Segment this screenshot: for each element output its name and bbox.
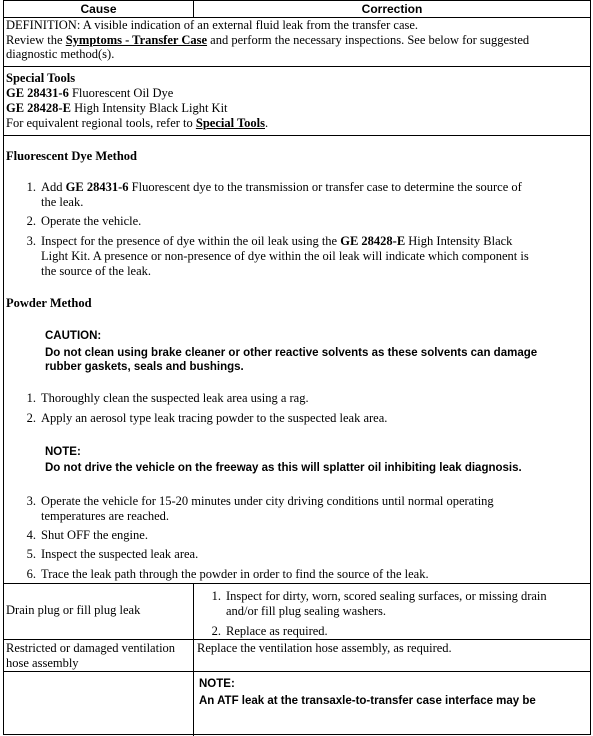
drain-step-1-cont: and/or fill plug sealing washers. [226, 604, 387, 618]
review-line [6, 33, 529, 47]
dye-step-2-num: 2. [26, 214, 36, 228]
special-tools-heading: Special Tools [6, 71, 76, 85]
powder-method-heading: Powder Method [6, 296, 92, 310]
dye-step-3-code: GE 28428-E [340, 234, 406, 248]
dye-step-1-cont: the leak. [41, 195, 84, 209]
dye-step-1-code: GE 28431-6 [65, 180, 129, 194]
header-correction: Correction [361, 2, 423, 16]
powder-step-6-num: 6. [26, 567, 36, 581]
powder-step-2: Apply an aerosol type leak tracing powder to the suspected leak area. [41, 411, 388, 425]
special-tools-link[interactable]: Special Tools [195, 116, 265, 130]
powder-step-4: Shut OFF the engine. [41, 528, 148, 542]
column-divider [193, 583, 194, 736]
dye-step-3-pre: Inspect for the presence of dye within the oil leak using the [41, 234, 341, 248]
powder-step-6: Trace the leak path through the powder in order to find the source of the leak. [41, 567, 429, 581]
definition-line: DEFINITION: A visible indication of an external fluid leak from the transfer case. [6, 18, 419, 32]
caution-label: CAUTION: [45, 330, 102, 342]
dye-step-3-cont: Light Kit. A presence or non-presence of dye within the oil leak will indicate which component is [41, 249, 529, 263]
tool-1-code: GE 28431-6 [6, 86, 69, 100]
tool-1 [6, 86, 173, 100]
tool-2 [6, 101, 228, 115]
powder-step-3-num: 3. [26, 494, 36, 508]
dye-step-3-num: 3. [26, 234, 36, 248]
dye-step-3-post: High Intensity Black [405, 234, 513, 248]
dye-step-3-cont2: the source of the leak. [41, 264, 152, 278]
diagnostic-table [3, 0, 591, 735]
correction-ventilation: Replace the ventilation hose assembly, as required. [197, 641, 452, 655]
dye-step-1-pre: Add [41, 180, 66, 194]
divider [4, 135, 590, 136]
review-pre: Review the [6, 33, 66, 47]
tool-1-name: Fluorescent Oil Dye [68, 86, 174, 100]
caution-text-cont: rubber gaskets, seals and bushings. [45, 361, 244, 373]
drain-step-2: Replace as required. [226, 624, 328, 638]
cause-ventilation-cont: hose assembly [6, 656, 79, 670]
symptoms-link[interactable]: Symptoms - Transfer Case [65, 33, 208, 47]
equiv-post: . [265, 116, 269, 130]
note-label-2: NOTE: [199, 678, 235, 690]
dye-step-1-num: 1. [26, 180, 36, 194]
dye-step-1-post: Fluorescent dye to the transmission or transfer case to determine the source of [128, 180, 522, 194]
divider [4, 639, 590, 640]
caution-text: Do not clean using brake cleaner or other reactive solvents as these solvents can damage [45, 347, 538, 359]
dye-step-1 [41, 180, 522, 194]
powder-step-4-num: 4. [26, 528, 36, 542]
dye-step-3 [41, 234, 512, 248]
divider [4, 66, 590, 67]
equivalent-tools-line [6, 116, 268, 130]
powder-step-3: Operate the vehicle for 15-20 minutes under city driving conditions until normal operating [41, 494, 494, 508]
powder-step-5-num: 5. [26, 547, 36, 561]
drain-step-1: Inspect for dirty, worn, scored sealing surfaces, or missing drain [226, 589, 547, 603]
powder-step-3-cont: temperatures are reached. [41, 509, 170, 523]
cause-ventilation: Restricted or damaged ventilation [6, 641, 176, 655]
divider [4, 583, 590, 584]
note-text-2: An ATF leak at the transaxle-to-transfer case interface may be [199, 695, 536, 707]
review-post: and perform the necessary inspections. See below for suggested [207, 33, 530, 47]
powder-step-1-num: 1. [26, 391, 36, 405]
powder-step-1: Thoroughly clean the suspected leak area using a rag. [41, 391, 309, 405]
divider [4, 671, 590, 672]
tool-2-name: High Intensity Black Light Kit [70, 101, 228, 115]
tool-2-code: GE 28428-E [6, 101, 71, 115]
drain-step-2-num: 2. [211, 624, 221, 638]
note-text: Do not drive the vehicle on the freeway as this will splatter oil inhibiting leak diagnosis. [45, 462, 522, 474]
table-header [4, 1, 590, 18]
diagnostic-methods-line: diagnostic method(s). [6, 47, 115, 61]
note-label: NOTE: [45, 446, 81, 458]
powder-step-2-num: 2. [26, 411, 36, 425]
cause-drain-plug: Drain plug or fill plug leak [6, 603, 141, 617]
dye-method-heading: Fluorescent Dye Method [6, 149, 137, 163]
dye-step-2: Operate the vehicle. [41, 214, 142, 228]
header-cause: Cause [4, 1, 194, 17]
drain-step-1-num: 1. [211, 589, 221, 603]
powder-step-5: Inspect the suspected leak area. [41, 547, 199, 561]
equiv-pre: For equivalent regional tools, refer to [6, 116, 196, 130]
